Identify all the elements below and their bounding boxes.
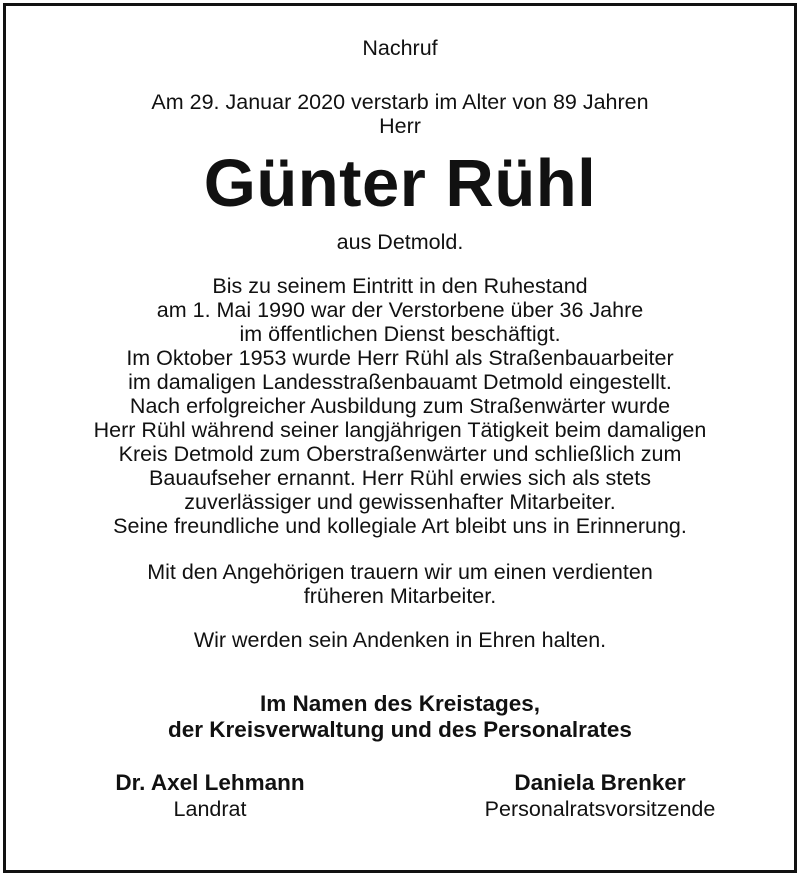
deceased-name: Günter Rühl	[203, 146, 597, 221]
signatory-right	[440, 770, 760, 822]
body-line: zuverlässiger und gewissenhafter Mitarbeiter.	[184, 490, 616, 514]
signatory-left	[60, 770, 360, 822]
body-line: Seine freundliche und kollegiale Art bleibt uns in Erinnerung.	[113, 514, 687, 538]
on-behalf-line: der Kreisverwaltung und des Personalrates	[168, 717, 632, 742]
body-line: Nach erfolgreicher Ausbildung zum Straßenwärter wurde	[129, 394, 671, 418]
salutation: Herr	[379, 114, 421, 138]
body-line: Bis zu seinem Eintritt in den Ruhestand	[212, 274, 588, 298]
origin: aus Detmold.	[336, 230, 464, 254]
body-line: Kreis Detmold zum Oberstraßenwärter und schließlich zum	[118, 442, 682, 466]
signatory-name: Daniela Brenker	[514, 770, 686, 795]
signatory-role: Landrat	[173, 797, 247, 821]
mourning-line: früheren Mitarbeiter.	[303, 584, 497, 608]
notice-header: Nachruf	[362, 36, 438, 60]
body-line: am 1. Mai 1990 war der Verstorbene über 36 Jahre	[156, 298, 644, 322]
body-line: Im Oktober 1953 wurde Herr Rühl als Straßenbauarbeiter	[126, 346, 674, 370]
body-line: im öffentlichen Dienst beschäftigt.	[239, 322, 561, 346]
death-announcement: Am 29. Januar 2020 verstarb im Alter von 89 Jahren	[151, 90, 649, 114]
signatory-name: Dr. Axel Lehmann	[115, 770, 305, 795]
signatory-role: Personalratsvorsitzende	[484, 797, 716, 821]
remembrance-line: Wir werden sein Andenken in Ehren halten.	[193, 628, 607, 652]
body-line: Bauaufseher ernannt. Herr Rühl erwies sich als stets	[149, 466, 651, 490]
body-line: Herr Rühl während seiner langjährigen Tätigkeit beim damaligen	[93, 418, 707, 442]
mourning-line: Mit den Angehörigen trauern wir um einen verdienten	[147, 560, 653, 584]
body-line: im damaligen Landesstraßenbauamt Detmold eingestellt.	[128, 370, 672, 394]
on-behalf-line: Im Namen des Kreistages,	[259, 691, 541, 716]
